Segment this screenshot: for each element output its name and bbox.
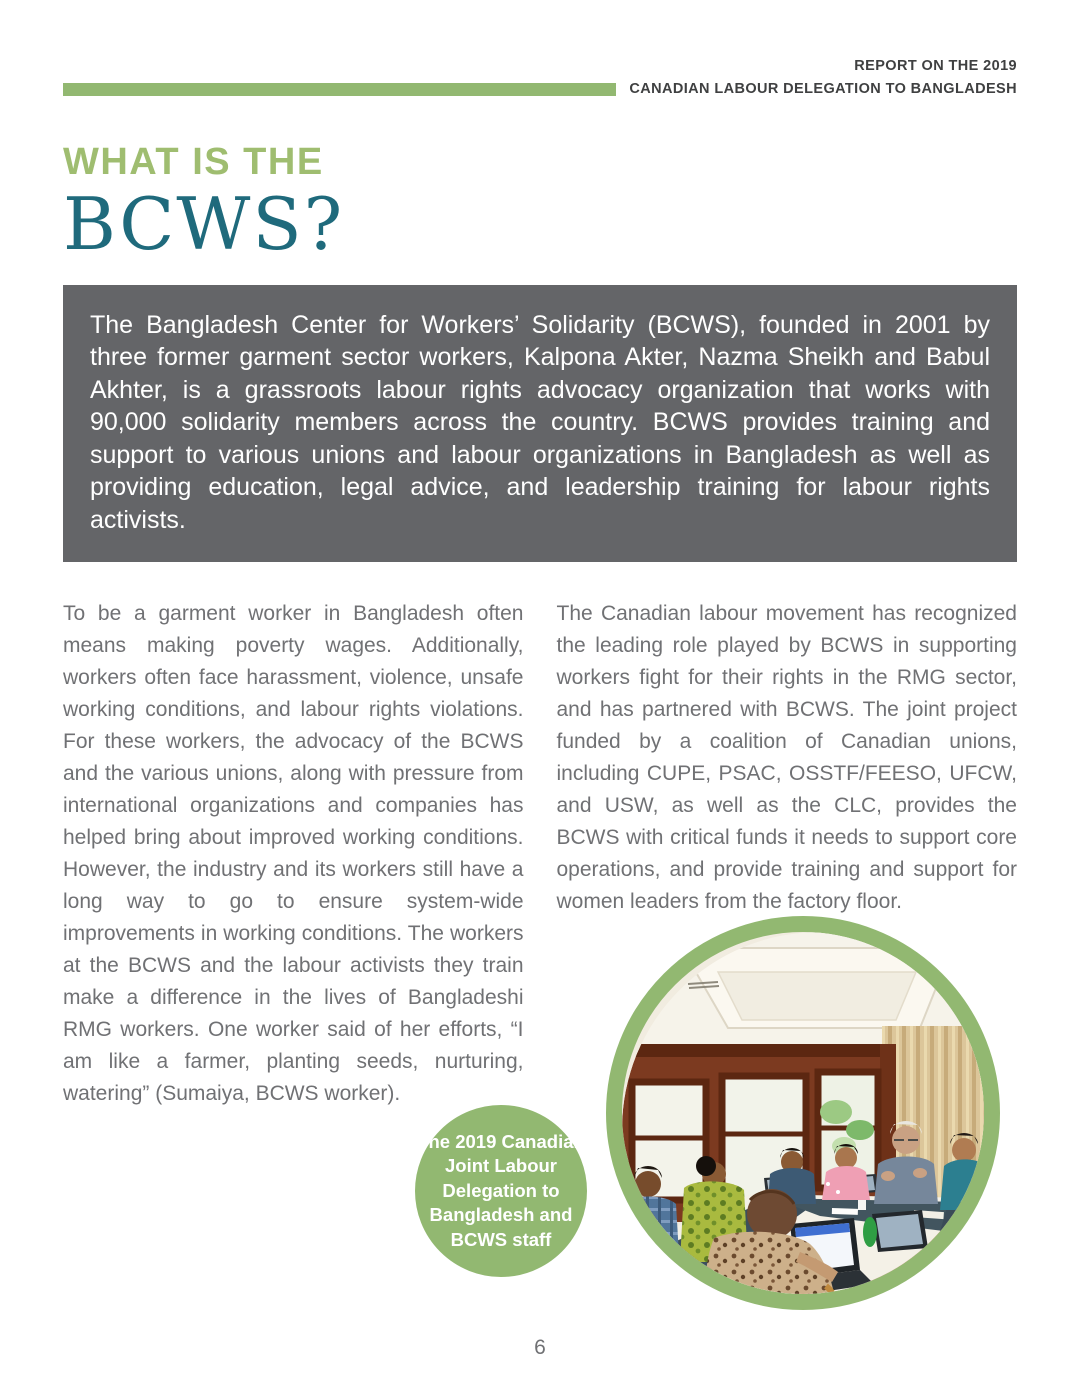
header-delegation-line: CANADIAN LABOUR DELEGATION TO BANGLADESH	[629, 81, 1017, 97]
page-title: BCWS?	[63, 182, 345, 266]
intro-text: The Bangladesh Center for Workers’ Solidarity (BCWS), founded in 2001 by three former garment sector workers, Kalpona Akter, Nazma Sheikh and Babul Akhter, is a grassroots labour rights advocacy organization that works with 90,000 solidarity members across the country. BCWS provides training and support to various unions and labour organizations in Bangladesh as well as providing education, legal advice, and leadership training for labour rights activists.	[90, 310, 990, 534]
header-accent-bar	[63, 83, 616, 96]
header-row	[63, 81, 1017, 97]
page-header	[63, 0, 1017, 97]
photo-caption-text: The 2019 Canadian Joint Labour Delegation to Bangladesh and BCWS staff	[417, 1130, 585, 1250]
delegation-photo-illustration	[622, 932, 1000, 1310]
delegation-photo	[606, 916, 1000, 1310]
header-report-line: REPORT ON THE 2019	[854, 58, 1017, 74]
photo-caption-badge	[408, 1098, 594, 1284]
intro-highlight-box	[63, 285, 1017, 563]
body-column-left: To be a garment worker in Bangladesh often means making poverty wages. Additionally, workers often face harassment, violence, unsafe working conditions, and labour rights violations. For these workers, the advocacy of the BCWS and the various unions, along with pressure from international organizations and companies has helped bring about improved working conditions. However, the industry and its workers still have a long way to go to ensure system-wide improvements in working conditions. The workers at the BCWS and the labour activists they train make a difference in the lives of Bangladeshi RMG workers. One worker said of her efforts, “I am like a farmer, planting seeds, nurturing, watering” (Sumaiya, BCWS worker).	[63, 602, 524, 1106]
body-column-right: The Canadian labour movement has recognized the leading role played by BCWS in supporting workers fight for their rights in the RMG sector, and has partnered with BCWS. The joint project funded by a coalition of Canadian unions, including CUPE, PSAC, OSSTF/FEESO, UFCW, and USW, as well as the CLC, provides the BCWS with critical funds it needs to support core operations, and provide training and support for women leaders from the factory floor.	[556, 602, 1017, 914]
title-kicker: WHAT IS THE	[63, 141, 324, 183]
page-number: 6	[534, 1336, 546, 1359]
